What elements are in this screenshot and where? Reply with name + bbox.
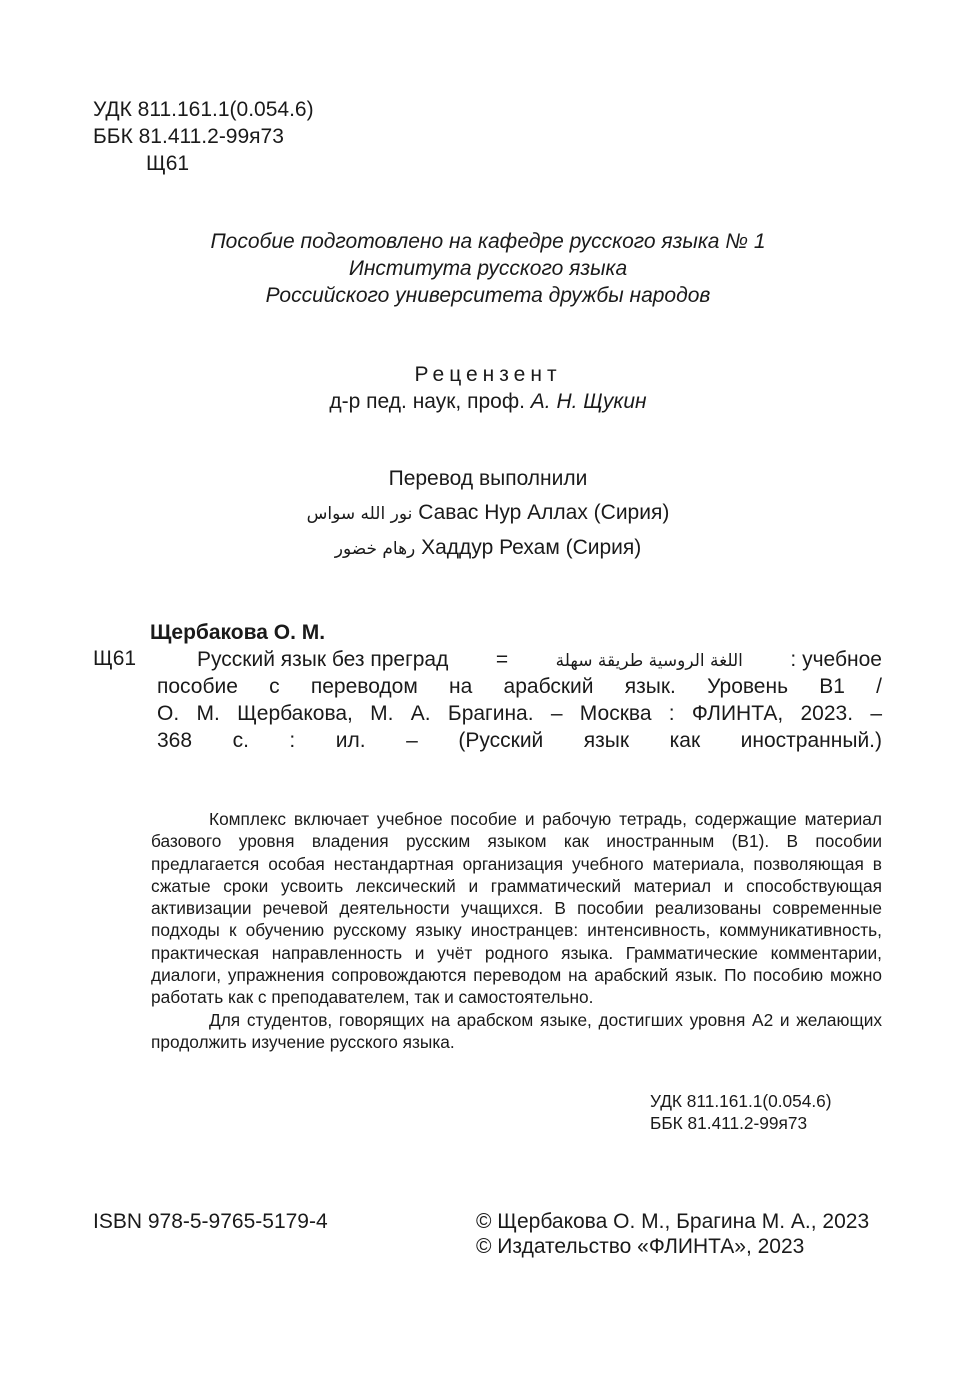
- bib-arabic-title: اللغة الروسية طريقة سهلة: [555, 651, 743, 671]
- translator-1: [0, 500, 976, 527]
- translator-1-arabic: نور الله سواس: [306, 504, 413, 524]
- prepared-by-line-2: Института русского языка: [348, 257, 628, 280]
- translator-2-arabic: رهام خضور: [334, 539, 416, 559]
- bib-line-3: О. М. Щербакова, М. А. Брагина. – Москва : ФЛИНТА, 2023. –: [157, 702, 882, 725]
- translation-heading: Перевод выполнили: [388, 467, 588, 490]
- bib-line-1: [197, 646, 882, 673]
- copyright-publisher: © Издательство «ФЛИНТА», 2023: [476, 1235, 805, 1258]
- translator-1-name: Савас Нур Аллах (Сирия): [418, 501, 670, 524]
- bib-line-1-end: : учебное: [790, 648, 882, 671]
- header-author-mark: Щ61: [146, 152, 190, 175]
- annotation-paragraph-1: Комплекс включает учебное пособие и рабочую тетрадь, содержащие материал базового уровня владения русским языком как иностранным (В1). В пособии предлагается особая нестандартная организация учебного материала, позволяющая в сжатые сроки усвоить лексический и грамматический материал и способствующая активизации речевой деятельности учащихся. В пособии реализованы современные подходы к обучению русскому языку иностранцев: интенсивность, коммуникативность, практическая направленность и учёт родного языка. Грамматические комментарии, диалоги, упражнения сопровождаются переводом на арабский язык. По пособию можно работать как с преподавателем, так и самостоятельно.: [151, 809, 882, 1008]
- annotation-paragraph-2: Для студентов, говорящих на арабском языке, достигших уровня А2 и желающих продолжить изучение русского языка.: [151, 1009, 882, 1052]
- bib-title: Русский язык без преград: [197, 648, 449, 671]
- header-udk: УДК 811.161.1(0.054.6): [93, 98, 314, 121]
- bib-author: Щербакова О. М.: [150, 621, 326, 644]
- copyright-authors: © Щербакова О. М., Брагина М. А., 2023: [476, 1210, 870, 1233]
- reviewer-line: [0, 389, 976, 415]
- bib-line-4: 368 с. : ил. – (Русский язык как иностранный.): [157, 729, 882, 752]
- reviewer-name: А. Н. Щукин: [530, 390, 647, 413]
- reviewer-credentials: д-р пед. наук, проф.: [329, 390, 525, 413]
- reviewer-heading: Рецензент: [414, 363, 562, 386]
- translator-2-name: Хаддур Рехам (Сирия): [421, 536, 642, 559]
- bib-mark: Щ61: [93, 647, 137, 670]
- bib-line-2: пособие с переводом на арабский язык. Уровень В1 /: [157, 675, 882, 698]
- annotation-udk: УДК 811.161.1(0.054.6): [650, 1091, 832, 1111]
- isbn: ISBN 978-5-9765-5179-4: [93, 1210, 328, 1233]
- translator-2: [0, 535, 976, 562]
- header-bbk: ББК 81.411.2-99я73: [93, 125, 284, 148]
- prepared-by-line-3: Российского университета дружбы народов: [265, 284, 711, 307]
- bib-equals: =: [495, 648, 509, 671]
- annotation-bbk: ББК 81.411.2-99я73: [650, 1113, 808, 1133]
- prepared-by-line-1: Пособие подготовлено на кафедре русского языка № 1: [210, 230, 766, 253]
- annotation: [151, 808, 882, 1053]
